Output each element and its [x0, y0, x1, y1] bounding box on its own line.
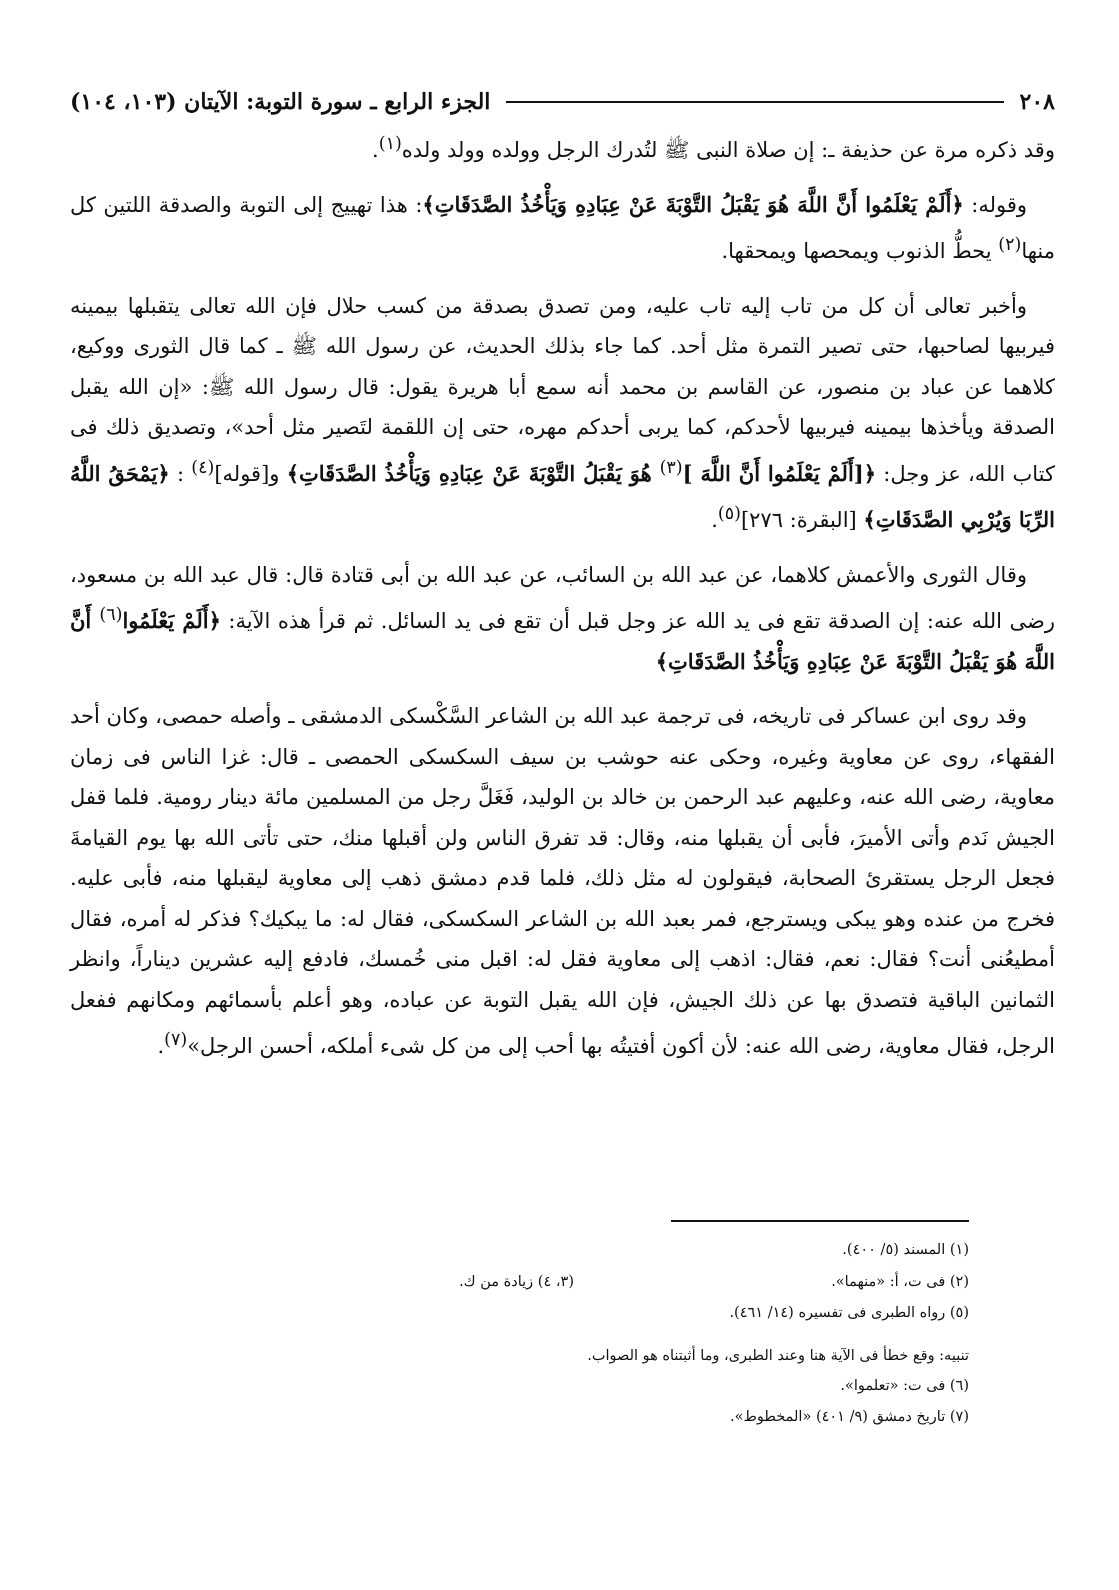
text: وقوله: [963, 192, 1028, 217]
running-title: الجزء الرابع ـ سورة التوبة: الآيتان (١٠٣، ١٠٤) [70, 89, 491, 115]
footnote-separator [671, 1220, 969, 1222]
quran-verse: هُوَ يَقْبَلُ التَّوْبَةَ عَنْ عِبَادِهِ وَيَأْخُذُ الصَّدَقَاتِ﴾ [286, 460, 660, 486]
paragraph-5 [70, 696, 1055, 1067]
text: وقال الثورى والأعمش كلاهما، عن عبد الله بن السائب، عن عبد الله بن أبى قتادة قال: قال عبد الله بن مسعود، رضى الله عنه: إن الصدقة تقع فى يد الله عز وجل قبل أن تقع فى يد السائل. ثم قرأ هذه الآية: [70, 562, 1055, 633]
page-number: ٢٠٨ [1019, 89, 1055, 115]
footnote-ref: (٤) [191, 457, 215, 478]
footnote-row-2 [139, 1269, 969, 1295]
quran-verse: ﴿يَمْحَقُ اللَّهُ الرِّبَا وَيُرْبِي الصَّدَقَاتِ﴾ [70, 460, 1055, 532]
text: : [169, 461, 192, 486]
footnote-6: (٦) فى ت: «تعلموا». [840, 1378, 969, 1394]
footnote-2: (٢) فى ت، أ: «منهما». [831, 1274, 969, 1290]
footnote-ref: (٢) [998, 235, 1022, 255]
footnote-ref: (٧) [164, 1030, 188, 1050]
text: : هذا تهييج إلى التوبة والصدقة اللتين كل منها [70, 192, 1055, 263]
text: و[قوله] [214, 461, 287, 486]
footnote-ref: (١) [378, 134, 402, 154]
paragraph-2 [70, 185, 1055, 272]
footnote-ref: (٥) [717, 504, 741, 524]
text: . [157, 1034, 165, 1058]
footnote-ref: (٦) [99, 605, 123, 625]
footnote-3-4: (٣، ٤) زيادة من ك. [459, 1274, 574, 1290]
text: . [372, 138, 379, 162]
text: وقد ذكره مرة عن حذيفة ـ: إن صلاة النبى ﷺ لتُدرك الرجل وولده وولد ولده [401, 138, 1055, 162]
quran-verse: ﴿أَلَمْ يَعْلَمُوا [122, 608, 221, 633]
page-header [70, 80, 1055, 124]
text: [البقرة: ٢٧٦] [740, 508, 864, 532]
paragraph-1 [70, 124, 1055, 171]
text: . [711, 508, 718, 532]
quran-verse: ﴿[أَلَمْ يَعْلَمُوا أَنَّ اللَّهَ ] [682, 460, 877, 486]
footnote-ref: (٣) [659, 457, 683, 478]
header-rule [506, 101, 1003, 103]
text: وقد روى ابن عساكر فى تاريخه، فى ترجمة عبد الله بن الشاعر السَّكْسكى الدمشقى ـ وأصله حمصى، وكان أحد الفقهاء، روى عن معاوية وغيره، وحكى عنه حوشب بن سيف السكسكى الحمصى ـ قال: غزا الناس فى زمان معاوية، رضى الله عنه، وعليهم عبد الرحمن بن خالد بن الوليد، فَغَلَّ رجل من المسلمين مائة دينار رومية. فلما قفل الجيش نَدم وأتى الأميرَ، فأبى أن يقبلها منه، وقال: قد تفرق الناس ولن أقبلها منك، حتى تأتى الله بها يوم القيامةَ فجعل الرجل يستقرئ الصحابة، فيقولون له مثل ذلك، فلما قدم دمشق ذهب إلى معاوية ليقبلها منه، فأبى عليه. فخرج من عنده وهو يبكى ويسترجع، فمر بعبد الله بن الشاعر السكسكى، فقال له: ما يبكيك؟ فذكر له أمره، فقال أمطيعُنى أنت؟ فقال: نعم، فقال: اذهب إلى معاوية فقل له: اقبل منى خُمسك، فادفع إليه عشرين ديناراً، وانظر الثمانين الباقية فتصدق بها عن ذلك الجيش، فإن الله يقبل التوبة عن عباده، وهو أعلم بأسمائهم ومكانهم ففعل الرجل، فقال معاوية، رضى الله عنه: لأن أكون أفتيتُه بها أحب إلى من كل شىء أملكه، أحسن الرجل» [70, 704, 1055, 1058]
text: وأخبر تعالى أن كل من تاب إليه تاب عليه، ومن تصدق بصدقة من كسب حلال فإن الله تعالى يتقبلها بيمينه فيربيها لصاحبها، حتى تصير التمرة مثل أحد. كما جاء بذلك الحديث، عن رسول الله ﷺ ـ كما قال الثورى ووكيع، كلاهما عن عباد بن منصور، عن القاسم بن محمد أنه سمع أبا هريرة يقول: قال رسول الله ﷺ: «إن الله يقبل الصدقة ويأخذها بيمينه فيربيها لأحدكم، كما يربى أحدكم مهره، حتى إن اللقمة لتَصير مثل أحد»، وتصديق ذلك فى كتاب الله، عز وجل: [70, 293, 1055, 486]
footnote-5: (٥) رواه الطبرى فى تفسيره (١٤/ ٤٦١). [729, 1305, 969, 1321]
main-text [70, 124, 1055, 1081]
paragraph-4 [70, 555, 1055, 683]
footnote-note: تنبيه: وقع خطأ فى الآية هنا وعند الطبرى، وما أثبتناه هو الصواب. [587, 1348, 969, 1364]
text: يحطُّ الذنوب ويمحصها ويمحقها. [721, 239, 999, 263]
quran-verse: أَنَّ اللَّهَ هُوَ يَقْبَلُ التَّوْبَةَ عَنْ عِبَادِهِ وَيَأْخُذُ الصَّدَقَاتِ﴾ [70, 608, 1055, 674]
footnote-7: (٧) تاريخ دمشق (٩/ ٤٠١) «المخطوط». [730, 1409, 969, 1425]
paragraph-3 [70, 286, 1055, 541]
footnote-1: (١) المسند (٥/ ٤٠٠). [842, 1242, 969, 1258]
quran-verse: ﴿أَلَمْ يَعْلَمُوا أَنَّ اللَّهَ هُوَ يَقْبَلُ التَّوْبَةَ عَنْ عِبَادِهِ وَيَأْخُذُ الصَّدَقَاتِ﴾ [422, 191, 964, 217]
